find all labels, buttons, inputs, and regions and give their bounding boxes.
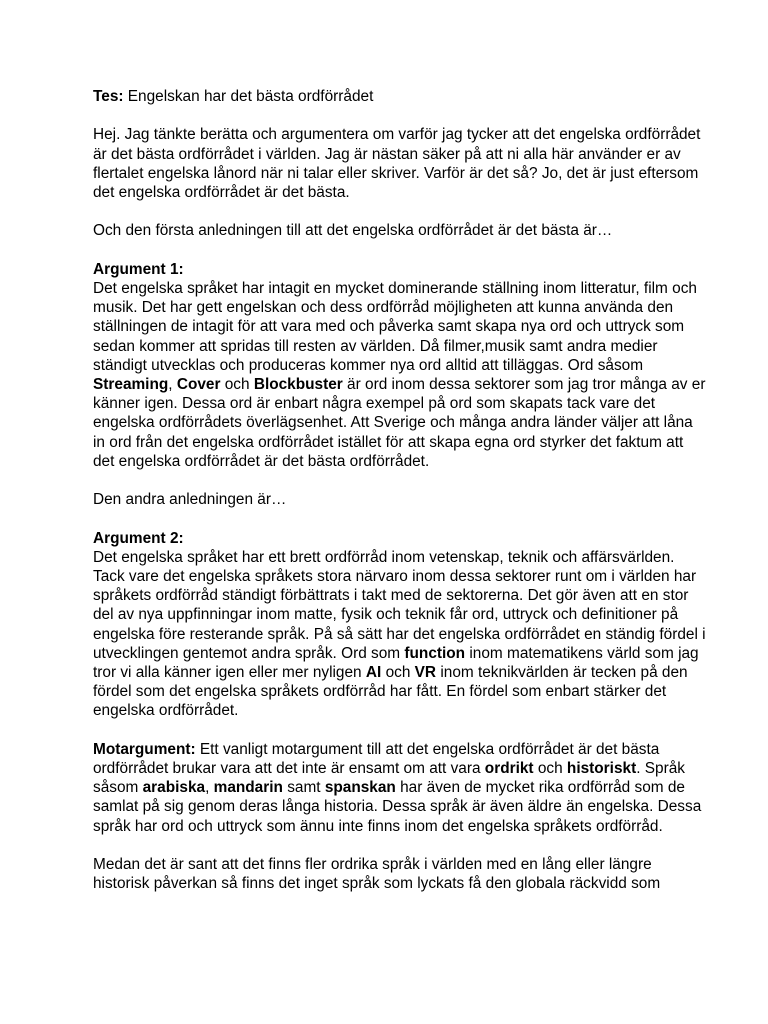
bold-term: historiskt <box>566 760 637 778</box>
bold-term: ordrikt <box>484 760 534 778</box>
argument-1-paragraph <box>93 279 708 471</box>
text-run: och <box>220 376 254 393</box>
text-run: , <box>205 779 214 797</box>
text-run: Det engelska språket har intagit en mycket dominerande ställning inom litteratur, film och musik. Det har gett engelskan och dess ordförråd möjligheten att kunna använda den ställningen de intagit för att vara med och påverka samt skapa nya ord och uttryck som sedan kommer att spridas till resten av världen. Då filmer,musik samt andra medier ständigt utvecklas och produceras kommer nya ord alltid att tilläggas. Ord såsom <box>93 279 697 374</box>
text-run: inom matematikens värld som jag tror vi alla känner igen eller mer nyligen <box>93 644 699 682</box>
bold-term: VR <box>414 664 437 682</box>
bold-term: Blockbuster <box>253 376 343 393</box>
text-run: och <box>533 760 567 778</box>
text-run: Hej. Jag tänkte berätta och argumentera om varför jag tycker att det engelska ordförrådet är det bästa ordförrådet i världen. Jag är nästan säker på att ni alla här använder er av flertalet engelska lånord när ni talar eller skriver. Varför är det så? Jo, det är just eftersom det engelska ordförrådet är det bästa. <box>93 126 701 201</box>
counterargument-paragraph <box>93 740 708 836</box>
text-run: inom teknikvärlden är tecken på den fördel som det engelska språkets ordförråd har fått. En fördel som enbart stärker det engelska ordförrådet. <box>93 664 688 720</box>
argument-1-heading: Argument 1: <box>93 260 184 278</box>
bold-term: arabiska <box>142 779 206 797</box>
document-body <box>93 125 708 893</box>
second-reason-paragraph <box>93 490 708 509</box>
text-run: har även de mycket rika ordförråd som de samlat på sig genom deras långa historia. Dessa språk är även äldre än engelska. Dessa språk har ord och uttryck som ännu inte finns inom det engelska språkets ordförråd. <box>93 779 702 835</box>
first-reason-paragraph <box>93 221 708 240</box>
text-run: och <box>381 664 415 682</box>
argument-2-heading: Argument 2: <box>93 529 184 547</box>
bold-term: Cover <box>176 376 221 393</box>
text-run: Den andra anledningen är… <box>93 491 287 509</box>
text-run: . Språk såsom <box>93 760 685 797</box>
bold-term: spanskan <box>324 779 396 797</box>
argument-2-paragraph <box>93 548 708 721</box>
thesis-text: Engelskan har det bästa ordförrådet <box>123 88 374 105</box>
text-run: Medan det är sant att det finns fler ordrika språk i världen med en lång eller längre historisk påverkan så finns det inget språk som lyckats få den globala räckvidd som <box>93 856 661 893</box>
text-run: är ord inom dessa sektorer som jag tror många av er känner igen. Dessa ord är enbart några exempel på ord som skapats tack vare det engelska ordförrådets överlägsenhet. Att Sverige och många andra länder väljer att låna in ord från det engelska ordförrådet istället för att skapa egna ord styrker det faktum att det engelska ordförrådet är det bästa ordförrådet. <box>93 376 706 470</box>
text-run: Det engelska språket har ett brett ordförråd inom vetenskap, teknik och affärsvärlden. Tack vare det engelska språkets stora närvaro inom dessa sektorer runt om i världen har språkets ordförråd ständigt förbättrats i takt med de sektorerna. Det gör även att en stor del av nya uppfinningar inom matte, fysik och teknik får ord, uttryck och definitioner på engelska före resterande språk. På så sätt har det engelska ordförrådet en ständig fördel i utvecklingen gentemot andra språk. Ord som <box>93 548 706 662</box>
thesis-label: Tes: <box>93 88 124 105</box>
bold-term: function <box>404 644 466 662</box>
text-run: samt <box>282 779 325 797</box>
thesis-line <box>93 87 708 106</box>
rebuttal-paragraph <box>93 855 708 893</box>
text-run: Ett vanligt motargument till att det engelska ordförrådet är det bästa ordförrådet brukar vara att det inte är ensamt om att vara <box>93 740 660 778</box>
intro-paragraph <box>93 125 708 202</box>
bold-term: AI <box>365 664 382 682</box>
text-run: , <box>168 376 177 393</box>
text-run: Och den första anledningen till att det engelska ordförrådet är det bästa är… <box>93 222 613 240</box>
bold-term: mandarin <box>213 779 283 797</box>
bold-term: Motargument: <box>93 740 196 758</box>
bold-term: Streaming <box>93 376 169 393</box>
